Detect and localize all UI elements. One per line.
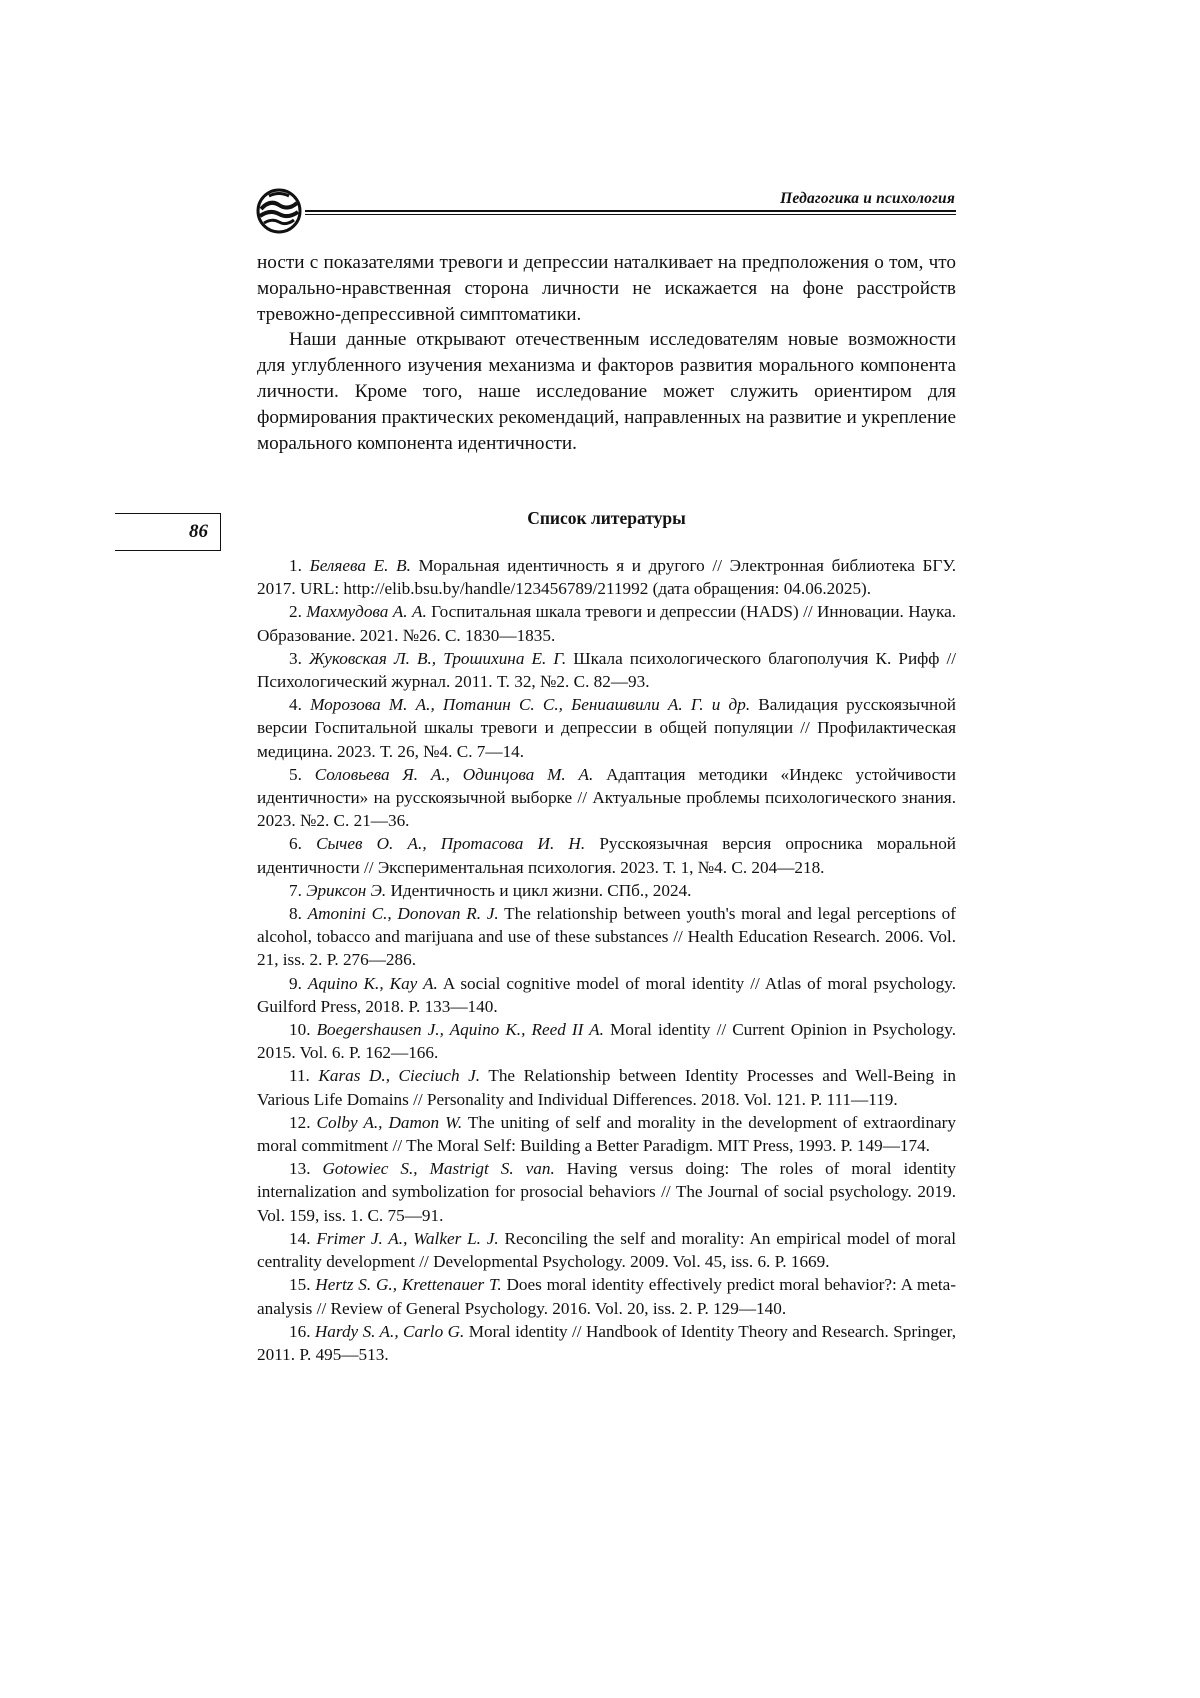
reference-authors: Соловьева Я. А., Одинцова М. А. bbox=[314, 764, 594, 784]
reference-text: The uniting of self and morality in the development of extraordinary moral commitment // The Moral Self: Building a Better Paradigm. MIT Press, 1993. P. 149—174. bbox=[257, 1112, 956, 1156]
reference-number: 5. bbox=[289, 764, 315, 784]
reference-number: 14. bbox=[289, 1228, 317, 1248]
reference-authors: Colby A., Damon W. bbox=[316, 1112, 463, 1132]
reference-text: The relationship between youth's moral and legal perceptions of alcohol, tobacco and marijuana and use of these substances // Health Education Research. 2006. Vol. 21, iss. 2. P. 276—286. bbox=[257, 904, 956, 970]
journal-logo-icon bbox=[255, 187, 303, 235]
reference-authors: Boegershausen J., Aquino K., Reed II A. bbox=[316, 1020, 604, 1040]
reference-number: 12. bbox=[289, 1112, 317, 1132]
reference-authors: Amonini C., Donovan R. J. bbox=[307, 904, 499, 924]
header-rule-thin bbox=[305, 214, 956, 215]
reference-number: 15. bbox=[289, 1275, 316, 1295]
reference-number: 4. bbox=[289, 695, 311, 715]
reference-authors: Aquino K., Kay A. bbox=[307, 973, 438, 993]
reference-authors: Эриксон Э. bbox=[306, 880, 387, 900]
page-number: 86 bbox=[189, 521, 208, 542]
reference-item bbox=[257, 1227, 956, 1273]
reference-authors: Hardy S. A., Carlo G. bbox=[314, 1321, 465, 1341]
reference-text: Moral identity // Current Opinion in Psychology. 2015. Vol. 6. P. 162—166. bbox=[257, 1020, 957, 1063]
references-title: Список литературы bbox=[527, 508, 686, 528]
reference-authors: Hertz S. G., Krettenauer T. bbox=[315, 1275, 502, 1295]
body-paragraph: ности с показателями тревоги и депрессии наталкивает на предположения о том, что морально-нравственная сторона личности не искажается на фоне расстройств тревожно-депрессивной симптоматики. bbox=[257, 252, 956, 325]
reference-authors: Сычев О. А., Протасова И. Н. bbox=[316, 834, 586, 854]
reference-authors: Karas D., Cieciuch J. bbox=[318, 1066, 481, 1086]
reference-text: Валидация русскоязычной версии Госпитальной шкалы тревоги и депрессии в общей популяции // Профилактическая медицина. 2023. Т. 26, №4. С. 7—14. bbox=[257, 695, 956, 761]
reference-number: 8. bbox=[289, 904, 308, 924]
reference-number: 9. bbox=[289, 973, 308, 993]
reference-text: Does moral identity effectively predict moral behavior?: A meta-analysis // Review of General Psychology. 2016. Vol. 20, iss. 2. P. 129—140. bbox=[257, 1275, 957, 1318]
reference-authors: Gotowiec S., Mastrigt S. van. bbox=[322, 1159, 555, 1179]
reference-text: A social cognitive model of moral identity // Atlas of moral psychology. Guilford Press, 2018. P. 133—140. bbox=[257, 973, 956, 1016]
references-list bbox=[257, 554, 956, 1366]
reference-text: Русскоязычная версия опросника моральной идентичности // Экспериментальная психология. 2023. Т. 1, №4. С. 204—218. bbox=[257, 834, 956, 877]
reference-text: Having versus doing: The roles of moral identity internalization and symbolization for prosocial behaviors // The Journal of social psychology. 2019. Vol. 159, iss. 1. C. 75—91. bbox=[257, 1159, 957, 1225]
reference-number: 3. bbox=[289, 648, 309, 668]
reference-text: Адаптация методики «Индекс устойчивости идентичности» на русскоязычной выборке // Актуальные проблемы психологического знания. 2023. №2. С. 21—36. bbox=[257, 764, 956, 831]
reference-number: 10. bbox=[289, 1020, 317, 1040]
journal-section-title: Педагогика и психология bbox=[780, 190, 955, 207]
reference-number: 6. bbox=[289, 834, 317, 854]
reference-authors: Махмудова А. А. bbox=[306, 602, 427, 622]
reference-text: Moral identity // Handbook of Identity Theory and Research. Springer, 2011. P. 495—513. bbox=[257, 1321, 957, 1364]
reference-number: 11. bbox=[289, 1066, 319, 1086]
header-rule bbox=[305, 210, 956, 212]
reference-text: Идентичность и цикл жизни. СПб., 2024. bbox=[386, 880, 692, 900]
reference-number: 13. bbox=[289, 1159, 323, 1179]
reference-text: Госпитальная шкала тревоги и депрессии (HADS) // Инновации. Наука. Образование. 2021. №26. С. 1830—1835. bbox=[257, 602, 957, 645]
reference-item bbox=[257, 1157, 956, 1227]
reference-item bbox=[257, 972, 956, 1018]
reference-text: The Relationship between Identity Processes and Well-Being in Various Life Domains // Personality and Individual Differences. 2018. Vol. 121. P. 111—119. bbox=[257, 1066, 956, 1109]
reference-item bbox=[257, 902, 956, 972]
reference-text: Моральная идентичность я и другого // Электронная библиотека БГУ. 2017. URL: http://elib.bsu.by/handle/123456789/211992 (дата обращения: 04.06.2025). bbox=[257, 556, 957, 599]
reference-text: Reconciling the self and morality: An empirical model of moral centrality development // Developmental Psychology. 2009. Vol. 45, iss. 6. P. 1669. bbox=[257, 1228, 957, 1272]
reference-item bbox=[257, 1064, 956, 1110]
reference-item bbox=[257, 879, 956, 902]
body-text bbox=[257, 250, 956, 456]
reference-item bbox=[257, 1273, 956, 1319]
reference-item bbox=[257, 554, 956, 600]
reference-item bbox=[257, 832, 956, 878]
reference-number: 2. bbox=[289, 602, 307, 622]
reference-authors: Беляева Е. В. bbox=[309, 556, 411, 575]
reference-item bbox=[257, 1111, 956, 1157]
reference-item bbox=[257, 763, 956, 833]
reference-number: 1. bbox=[289, 556, 310, 575]
reference-authors: Жуковская Л. В., Трошихина Е. Г. bbox=[308, 648, 567, 668]
page-number-box bbox=[115, 513, 221, 551]
reference-text: Шкала психологического благополучия К. Рифф // Психологический журнал. 2011. Т. 32, №2. С. 82—93. bbox=[257, 648, 956, 692]
reference-authors: Frimer J. A., Walker L. J. bbox=[316, 1228, 499, 1248]
reference-item bbox=[257, 647, 956, 693]
reference-item bbox=[257, 1018, 956, 1064]
reference-item bbox=[257, 1320, 956, 1366]
reference-number: 7. bbox=[289, 880, 307, 900]
reference-item bbox=[257, 600, 956, 646]
body-paragraph: Наши данные открывают отечественным исследователям новые возможности для углубленного изучения механизма и факторов развития морального компонента личности. Кроме того, наше исследование может служить ориентиром для формирования практических рекомендаций, направленных на развитие и укрепление морального компонента идентичности. bbox=[257, 329, 956, 454]
reference-number: 16. bbox=[289, 1321, 315, 1341]
reference-item bbox=[257, 693, 956, 763]
reference-authors: Морозова М. А., Потанин С. С., Бениашвили А. Г. и др. bbox=[310, 695, 751, 715]
